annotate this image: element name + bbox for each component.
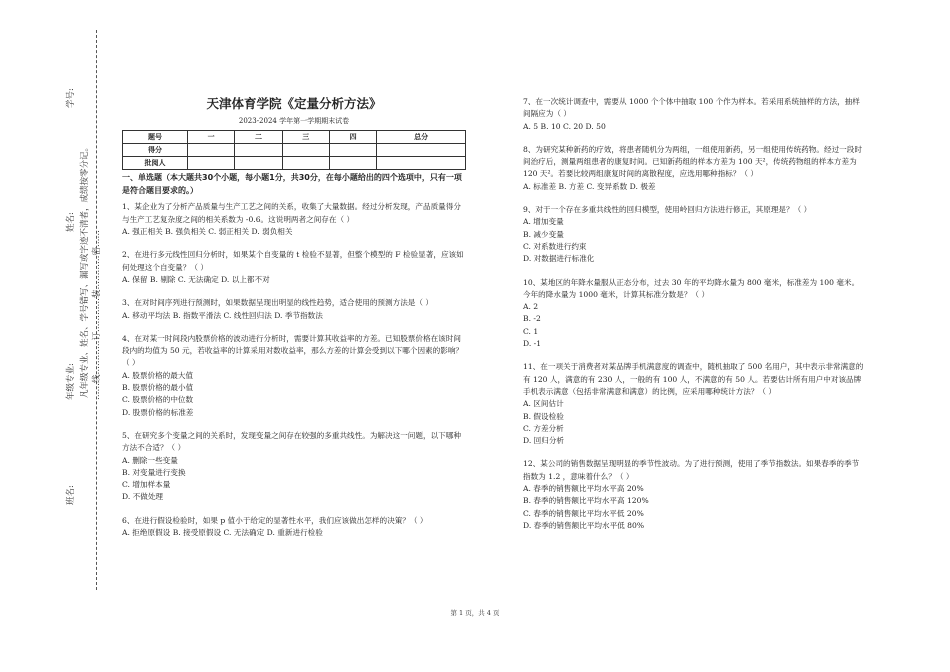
binding-margin (0, 0, 110, 672)
question-option: B. 股票价格的最小值 (122, 383, 194, 393)
question (523, 204, 865, 265)
question-option: A. 春季的销售额比平均水平高 20% (523, 484, 644, 494)
section-title: 一、单选题（本大题共30个小题，每小题1分，共30分，在每小题给出的四个选项中，只有一项是符合题目要求的。） (122, 173, 462, 195)
question-option: B. -2 (523, 314, 541, 324)
binding-notice: ……线…………订…………装…………密…… (92, 229, 102, 400)
left-question-list (122, 201, 466, 539)
question (523, 144, 865, 193)
question-option: A. 增加变量 (523, 217, 564, 227)
grader-cell (329, 157, 376, 170)
question-option: C. 春季的销售额比平均水平低 20% (523, 508, 644, 518)
question-stem: 3、在对时间序列进行预测时，如果数据呈现出明显的线性趋势，适合使用的预测方法是（ ） (122, 298, 433, 308)
question (523, 96, 865, 133)
question-stem: 11、在一项关于消费者对某品牌手机满意度的调查中，随机抽取了 500 名用户，其中表示非常满意的有 120 人，满意的有 230 人，一般的有 100 人，不满意的有 50 人。若要估计所有用户中对该品牌手机表示满意（包括非常满意和满意）的比例，应采用哪种统计方法？（ ） (523, 362, 864, 396)
question-option: D. 春季的销售额比平均水平低 80% (523, 520, 645, 530)
question-option: A. 删除一些变量 (122, 455, 178, 465)
score-cell (282, 143, 329, 156)
question-option: A. 拒绝原假设 B. 接受原假设 C. 无法确定 D. 重新进行检验 (122, 528, 323, 538)
question (122, 430, 466, 504)
score-row-label: 得分 (123, 143, 188, 156)
question-stem: 9、对于一个存在多重共线性的回归模型，使用岭回归方法进行修正，其原理是？（ ） (523, 205, 812, 215)
question-option: A. 标准差 B. 方差 C. 变异系数 D. 极差 (523, 181, 656, 191)
question-option: D. 回归分析 (523, 436, 565, 446)
page-footer: 第 1 页，共 4 页 (450, 609, 500, 617)
score-cell (188, 143, 235, 156)
question-option: A. 强正相关 B. 强负相关 C. 弱正相关 D. 弱负相关 (122, 227, 293, 237)
right-column (523, 92, 865, 532)
question-option: A. 区间估计 (523, 399, 564, 409)
question-option: A. 5 B. 10 C. 20 D. 50 (523, 121, 606, 131)
exam-subtitle: 2023-2024 学年第一学期期末试卷 (238, 117, 350, 126)
grader-cell (188, 157, 235, 170)
question-stem: 12、某公司的销售数据呈现明显的季节性波动。为了进行预测，使用了季节指数法。如果春季的季节指数为 1.2 ，意味着什么？（ ） (523, 459, 860, 481)
score-col-header: 一 (188, 130, 235, 143)
question (122, 201, 466, 238)
question (122, 515, 466, 540)
question-option: D. 对数据进行标准化 (523, 254, 595, 264)
question (122, 249, 466, 286)
exam-title: 天津体育学院《定量分析方法》 (206, 96, 382, 111)
question-option: D. 股票价格的标准差 (122, 407, 194, 417)
question-stem: 5、在研究多个变量之间的关系时，发现变量之间存在较强的多重共线性。为解决这一问题，以下哪种方法不合适？（ ） (122, 430, 461, 453)
grader-row-label: 批阅人 (123, 157, 188, 170)
score-row (123, 143, 466, 156)
score-table-header-row (123, 130, 466, 143)
score-cell (329, 143, 376, 156)
school-label: 班名: (66, 485, 76, 505)
question-option: B. 减少变量 (523, 229, 564, 239)
question-option: C. 1 (523, 326, 539, 336)
score-col-header: 二 (235, 130, 282, 143)
score-col-header: 题号 (123, 130, 188, 143)
grader-row (123, 157, 466, 170)
question-stem: 7、在一次统计调查中，需要从 1000 个个体中抽取 100 个作为样本。若采用系统抽样的方法，抽样间隔应为（ ） (523, 97, 860, 119)
question-stem: 10、某地区的年降水量服从正态分布，过去 30 年的平均降水量为 800 毫米，标准差为 100 毫米。今年的降水量为 1000 毫米，计算其标准分数是？（ ） (523, 277, 860, 299)
question-option: A. 股票价格的最大值 (122, 370, 194, 380)
question-stem: 6、在进行假设检验时，如果 p 值小于给定的显著性水平，我们应该做出怎样的决策？（ ） (122, 515, 428, 525)
question (523, 277, 865, 351)
question-stem: 8、为研究某种新药的疗效，将患者随机分为两组，一组使用新药，另一组使用传统药物。经过一段时间治疗后，测量两组患者的康复时间。已知新药组的样本方差为 100 天²，传统药物组的样本方差为 120 天²。若要比较两组康复时间的离散程度，应选用哪种指标？（ ） (523, 144, 862, 179)
question-option: A. 移动平均法 B. 指数平滑法 C. 线性回归法 D. 季节指数法 (122, 310, 323, 320)
question (122, 297, 466, 322)
score-table (122, 130, 466, 171)
name-label: 姓名: (66, 212, 76, 232)
question-stem: 4、在对某一时间段内股票价格的波动进行分析时，需要计算其收益率的方差。已知股票价格在该时间段内的均值为 50 元，若收益率的计算采用对数收益率，那么方差的计算会受到以下哪个因素的影响？（ ） (122, 333, 464, 368)
class-label: 年级专业: (66, 363, 76, 400)
question (523, 458, 865, 532)
score-cell (235, 143, 282, 156)
grader-cell (377, 157, 466, 170)
question-stem: 1、某企业为了分析产品质量与生产工艺之间的关系，收集了大量数据。经过分析发现，产品质量得分与生产工艺复杂度之间的相关系数为 -0.6。这说明两者之间存在（ ） (122, 202, 461, 224)
left-column (122, 92, 466, 539)
question (122, 333, 466, 419)
question-option: A. 2 (523, 302, 539, 312)
score-col-header: 总分 (377, 130, 466, 143)
question-option: C. 方差分析 (523, 423, 564, 433)
question-option: C. 增加样本量 (122, 480, 171, 490)
binding-instruction: 凡年级专业、姓名、学号错写、漏写或字迹不清者，成绩按零分记。 (80, 142, 90, 398)
student-id-label: 学号: (66, 88, 76, 108)
question-option: B. 对变量进行变换 (122, 467, 186, 477)
question-option: C. 股票价格的中位数 (122, 395, 194, 405)
right-question-list (523, 96, 865, 532)
question-option: D. 不做处理 (122, 492, 164, 502)
question-option: B. 假设检验 (523, 411, 564, 421)
grader-cell (235, 157, 282, 170)
question-option: B. 春季的销售额比平均水平高 120% (523, 496, 649, 506)
score-col-header: 三 (282, 130, 329, 143)
grader-cell (282, 157, 329, 170)
question-option: C. 对系数进行约束 (523, 241, 587, 251)
question-stem: 2、在进行多元线性回归分析时，如果某个自变量的 t 检验不显著，但整个模型的 F 检验显著，应该如何处理这个自变量？（ ） (122, 250, 464, 272)
question-option: D. -1 (523, 339, 542, 349)
question (523, 361, 865, 447)
score-cell (377, 143, 466, 156)
question-option: A. 保留 B. 剔除 C. 无法确定 D. 以上都不对 (122, 274, 270, 284)
score-col-header: 四 (329, 130, 376, 143)
